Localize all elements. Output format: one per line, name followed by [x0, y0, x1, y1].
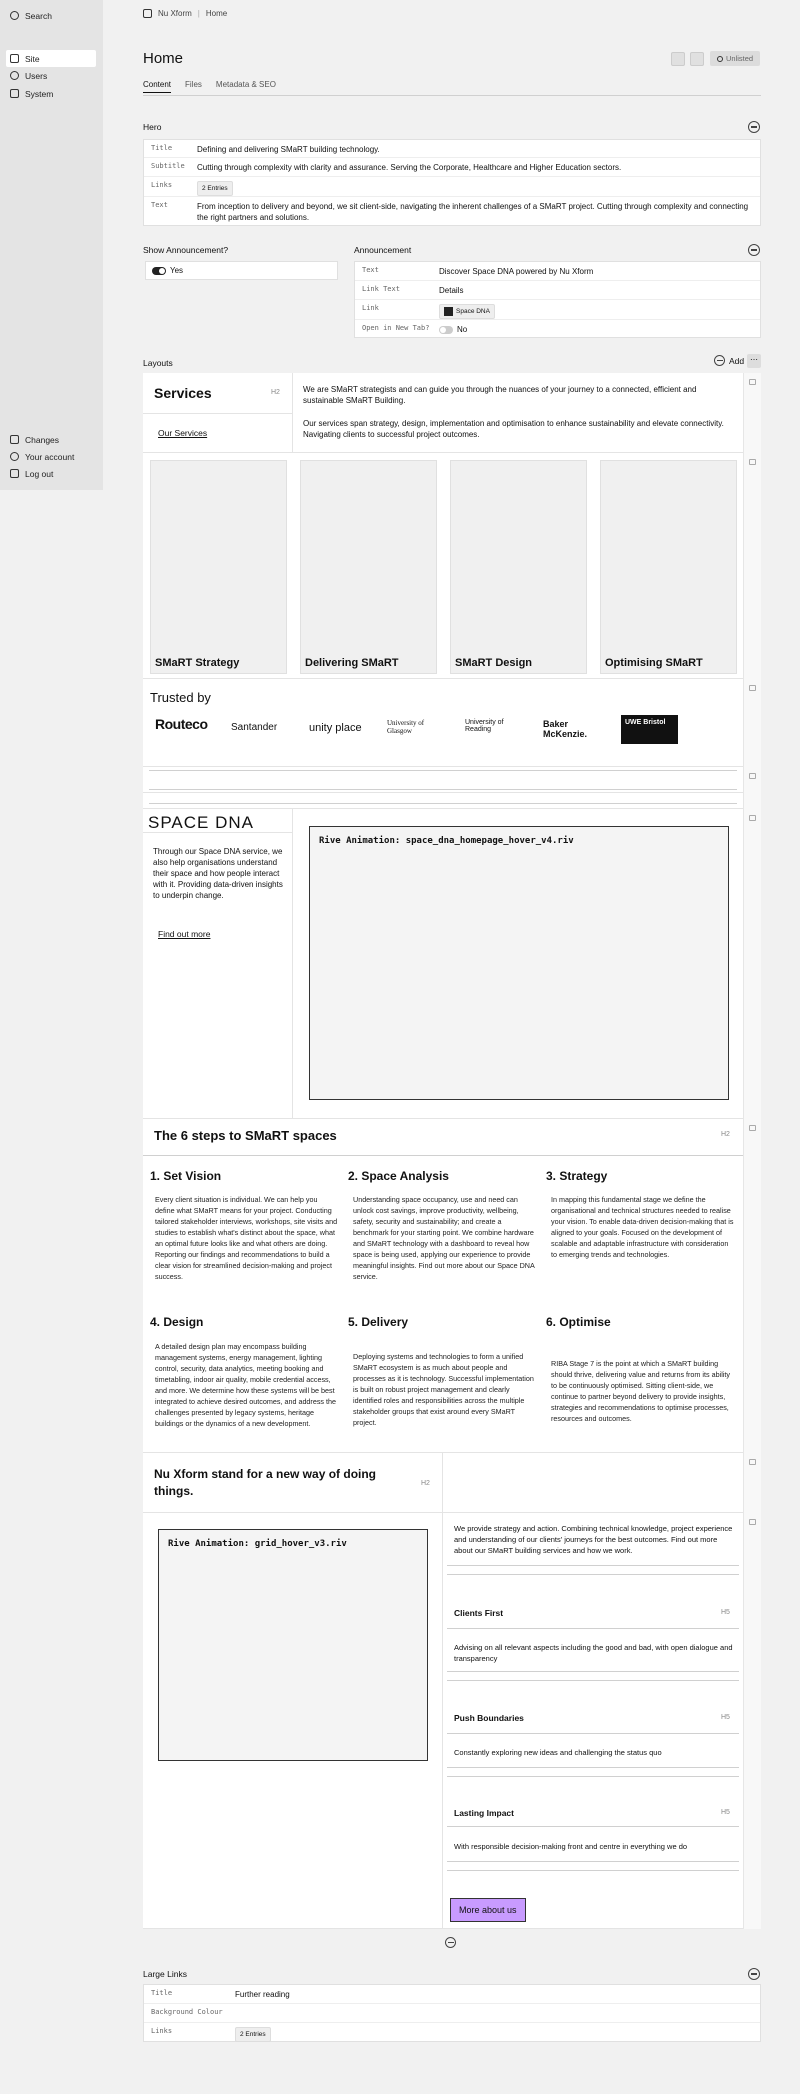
heading-tag: H2 [271, 389, 280, 396]
steps-title: The 6 steps to SMaRT spaces [154, 1128, 337, 1143]
spacedna-block[interactable] [143, 809, 743, 1119]
cards-block[interactable] [143, 453, 743, 679]
logo-routeco: Routeco [155, 716, 208, 732]
announcement-label: Announcement [354, 245, 412, 255]
card-optimising[interactable]: Optimising SMaRT [600, 460, 737, 674]
card-design[interactable]: SMaRT Design [450, 460, 587, 674]
search-icon [10, 11, 19, 20]
card-delivering[interactable]: Delivering SMaRT [300, 460, 437, 674]
step-1-title: 1. Set Vision [150, 1169, 222, 1183]
more-about-us-button[interactable]: More about us [450, 1898, 526, 1922]
large-links-label: Large Links [143, 1969, 187, 1979]
heading-tag: H5 [721, 1609, 730, 1616]
hero-panel: Title Defining and delivering SMaRT building technology. Subtitle Cutting through complexity with clarity and assurance. Serving the Corporate, Healthcare and Higher Education sectors. Links 2 Entries Text From inception to delivery and beyond, we sit client-side, navigating the inherent challenges of a SMaRT project. Cutting through complexity and connecting the right partners and solutions. [143, 139, 761, 226]
large-links-bg-field[interactable] [229, 2004, 760, 2022]
breadcrumb-current: Home [205, 9, 228, 18]
home-icon [143, 9, 152, 18]
logout-icon [10, 469, 19, 478]
collapse-large-links-button[interactable] [748, 1968, 760, 1980]
announcement-text-field[interactable]: Discover Space DNA powered by Nu Xform [439, 267, 594, 276]
collapse-hero-button[interactable] [748, 121, 760, 133]
services-block[interactable] [143, 373, 743, 453]
sidebar-item-changes[interactable]: Changes [6, 431, 96, 448]
logo-reading: University of Reading [465, 719, 504, 733]
services-title: Services [154, 385, 212, 401]
block-rail[interactable] [743, 793, 761, 809]
sliders-icon [10, 89, 19, 98]
spacedna-logo: SPACE DNA [148, 813, 254, 832]
steps-block[interactable] [143, 1119, 743, 1453]
page-title: Home [143, 50, 184, 67]
value-1-text: Advising on all relevant aspects including the good and bad, with open dialogue and transparency [454, 1643, 733, 1663]
stand-intro: We provide strategy and action. Combining technical knowledge, project experience and understanding of our clients' journeys for the best outcomes. Find out more about our SMaRT building services and how we work. [454, 1524, 733, 1555]
block-rail[interactable] [743, 453, 761, 679]
announcement-newtab-toggle[interactable]: No [433, 320, 760, 339]
step-3-text: In mapping this fundamental stage we define the organisational and technical structures needed to realise your vision. To enable data-driven decision-making that is aligned to your goals. Focused on the development of scalable and adaptable infrastructure with consideration to emerging trends and technologies. [551, 1195, 734, 1259]
sidebar-item-users[interactable]: Users [6, 67, 96, 84]
value-3-text: With responsible decision-making front and centre in everything we do [454, 1842, 688, 1851]
user-icon [10, 71, 19, 80]
empty-block[interactable] [143, 793, 743, 809]
card-strategy[interactable]: SMaRT Strategy [150, 460, 287, 674]
step-6-title: 6. Optimise [546, 1315, 611, 1329]
heading-tag: H2 [421, 1480, 430, 1487]
sidebar [0, 0, 103, 490]
pencil-icon [10, 435, 19, 444]
rive-animation-grid[interactable]: Rive Animation: grid_hover_v3.riv [158, 1529, 428, 1761]
logo-uwe: UWE Bristol [621, 715, 678, 744]
account-icon [10, 452, 19, 461]
collapse-announcement-button[interactable] [748, 244, 760, 256]
logo-baker-mckenzie: Baker McKenzie. [543, 719, 588, 739]
block-rail[interactable] [743, 1513, 761, 1929]
stand-title: Nu Xform stand for a new way of doing things. [154, 1467, 377, 1498]
hero-text-field[interactable]: From inception to delivery and beyond, we sit client-side, navigating the inherent challenges of a SMaRT project. Cutting through complexity and connecting the right partners and solutions. [197, 202, 749, 222]
status-icon [717, 56, 723, 62]
settings-button[interactable] [690, 52, 704, 66]
rive-animation-spacedna[interactable]: Rive Animation: space_dna_homepage_hover_v4.riv [309, 826, 729, 1100]
announcement-link-badge[interactable]: Space DNA [439, 304, 495, 319]
spacedna-text: Through our Space DNA service, we also help organisations understand their space and how people interact with it. Providing data-driven insights to underpin change. [153, 847, 283, 900]
step-1-text: Every client situation is individual. We can help you define what SMaRT means for your project. Conducting tailored stakeholder interviews, workshops, site visits and studies to establish what's distinct about the space, what an optimal future looks like and what others are doing. Reporting our findings and recommendations to build a clear vision for streamlined decision-making and project success. [155, 1195, 338, 1281]
block-rail[interactable] [743, 373, 761, 453]
announcement-link-text-field[interactable]: Details [439, 286, 464, 295]
hero-subtitle-field[interactable]: Cutting through complexity with clarity and assurance. Serving the Corporate, Healthcare and Higher Education sectors. [197, 163, 622, 172]
services-paragraph-2: Our services span strategy, design, implementation and optimisation to enhance sustainability and elevate connectivity. Navigating clients to successful project outcomes. [303, 419, 724, 439]
sidebar-item-account[interactable]: Your account [6, 448, 96, 465]
block-rail[interactable] [743, 679, 761, 767]
stand-header-block[interactable] [143, 1453, 743, 1513]
more-options-button[interactable]: ⋯ [747, 354, 761, 368]
block-rail[interactable] [743, 809, 761, 1119]
breadcrumb: Nu Xform | Home [143, 9, 227, 18]
breadcrumb-root[interactable]: Nu Xform [158, 9, 192, 18]
divider [143, 95, 761, 96]
hero-label: Hero [143, 122, 162, 132]
logo-glasgow: University of Glasgow [387, 719, 425, 735]
block-rail[interactable] [743, 1453, 761, 1513]
value-3-title: Lasting Impact [454, 1808, 514, 1818]
announcement-panel: Text Discover Space DNA powered by Nu Xform Link Text Details Link Space DNA Open in New Tab? No [354, 261, 761, 338]
our-services-link[interactable]: Our Services [158, 428, 208, 438]
step-2-title: 2. Space Analysis [348, 1169, 449, 1183]
logo-santander: Santander [231, 722, 278, 733]
block-rail[interactable] [743, 1119, 761, 1453]
find-out-more-link[interactable]: Find out more [158, 929, 211, 939]
step-5-text: Deploying systems and technologies to form a unified SMaRT ecosystem is as much about people and processes as it is technology. Successful implementation is built on robust project management and clearly identified roles and responsibilities across the multiple stakeholder groups that exist around every SMaRT project. [353, 1352, 534, 1427]
status-badge[interactable]: Unlisted [710, 51, 760, 66]
tab-files[interactable]: Files [185, 80, 202, 89]
services-paragraph-1: We are SMaRT strategists and can guide you through the nuances of your journey to a connected, efficient and sustainable SMaRT Building. [303, 385, 697, 405]
toggle-switch [439, 326, 453, 334]
block-rail[interactable] [743, 767, 761, 793]
step-5-title: 5. Delivery [348, 1315, 409, 1329]
hero-links-badge[interactable]: 2 Entries [197, 181, 233, 196]
page-thumb-icon [444, 307, 453, 316]
tab-metadata[interactable]: Metadata & SEO [215, 80, 276, 89]
step-6-text: RIBA Stage 7 is the point at which a SMaRT building should thrive, delivering value and returns from its ability to be continuously optimised. Sitting client-side, we continue to partner beyond delivery to provide insights, strategies and recommendations to optimise processes, resources and outcomes. [551, 1359, 730, 1423]
sidebar-item-site[interactable]: Site [6, 50, 96, 67]
heading-tag: H2 [721, 1131, 730, 1138]
add-block-button[interactable] [445, 1937, 456, 1948]
step-4-text: A detailed design plan may encompass building management systems, energy management, lighting control, security, data analytics, meeting booking and timetabling, indoor air quality, mobile credential access, and more. We determine how these systems will be best integrated to achieve desired outcomes, and address the challenges presented by legacy systems, heritage buildings or the dynamics of a new development. [155, 1342, 337, 1428]
sidebar-item-system[interactable]: System [6, 85, 96, 102]
value-2-title: Push Boundaries [454, 1713, 524, 1723]
home-icon [10, 54, 19, 63]
show-announcement-toggle[interactable]: Yes [145, 261, 338, 280]
show-announcement-label: Show Announcement? [143, 245, 229, 255]
add-layout-button[interactable]: Add [714, 355, 744, 366]
step-2-text: Understanding space occupancy, use and need can unlock cost savings, improve productivity, wellbeing, safety, security and sustainability; and create a benchmark for your starting point. We combine hardware and SMaRT technology with a dashboard to reveal how space is being used, applying our experience to provide meaningful insights. Find out more about our Space DNA service. [353, 1195, 535, 1281]
toggle-switch [152, 267, 166, 275]
large-links-title-field[interactable]: Further reading [235, 1990, 290, 1999]
search-button[interactable]: Search [6, 7, 96, 24]
large-links-panel: Title Further reading Background Colour Links 2 Entries [143, 1984, 761, 2042]
stand-content-block[interactable] [143, 1513, 743, 1929]
empty-block[interactable] [143, 767, 743, 793]
value-1-title: Clients First [454, 1608, 504, 1618]
tab-bar [143, 80, 276, 93]
sidebar-item-logout[interactable]: Log out [6, 465, 96, 482]
plus-icon [714, 355, 725, 366]
open-external-button[interactable] [671, 52, 685, 66]
hero-title-field[interactable]: Defining and delivering SMaRT building technology. [197, 145, 380, 154]
trusted-title: Trusted by [150, 690, 211, 705]
step-4-title: 4. Design [150, 1315, 204, 1329]
value-2-text: Constantly exploring new ideas and challenging the status quo [454, 1748, 662, 1757]
large-links-badge[interactable]: 2 Entries [235, 2027, 271, 2042]
heading-tag: H5 [721, 1714, 730, 1721]
tab-content[interactable]: Content [143, 80, 171, 93]
heading-tag: H5 [721, 1809, 730, 1816]
step-3-title: 3. Strategy [546, 1169, 608, 1183]
logo-unity-place: unity place [309, 722, 362, 734]
layouts-label: Layouts [143, 358, 173, 368]
